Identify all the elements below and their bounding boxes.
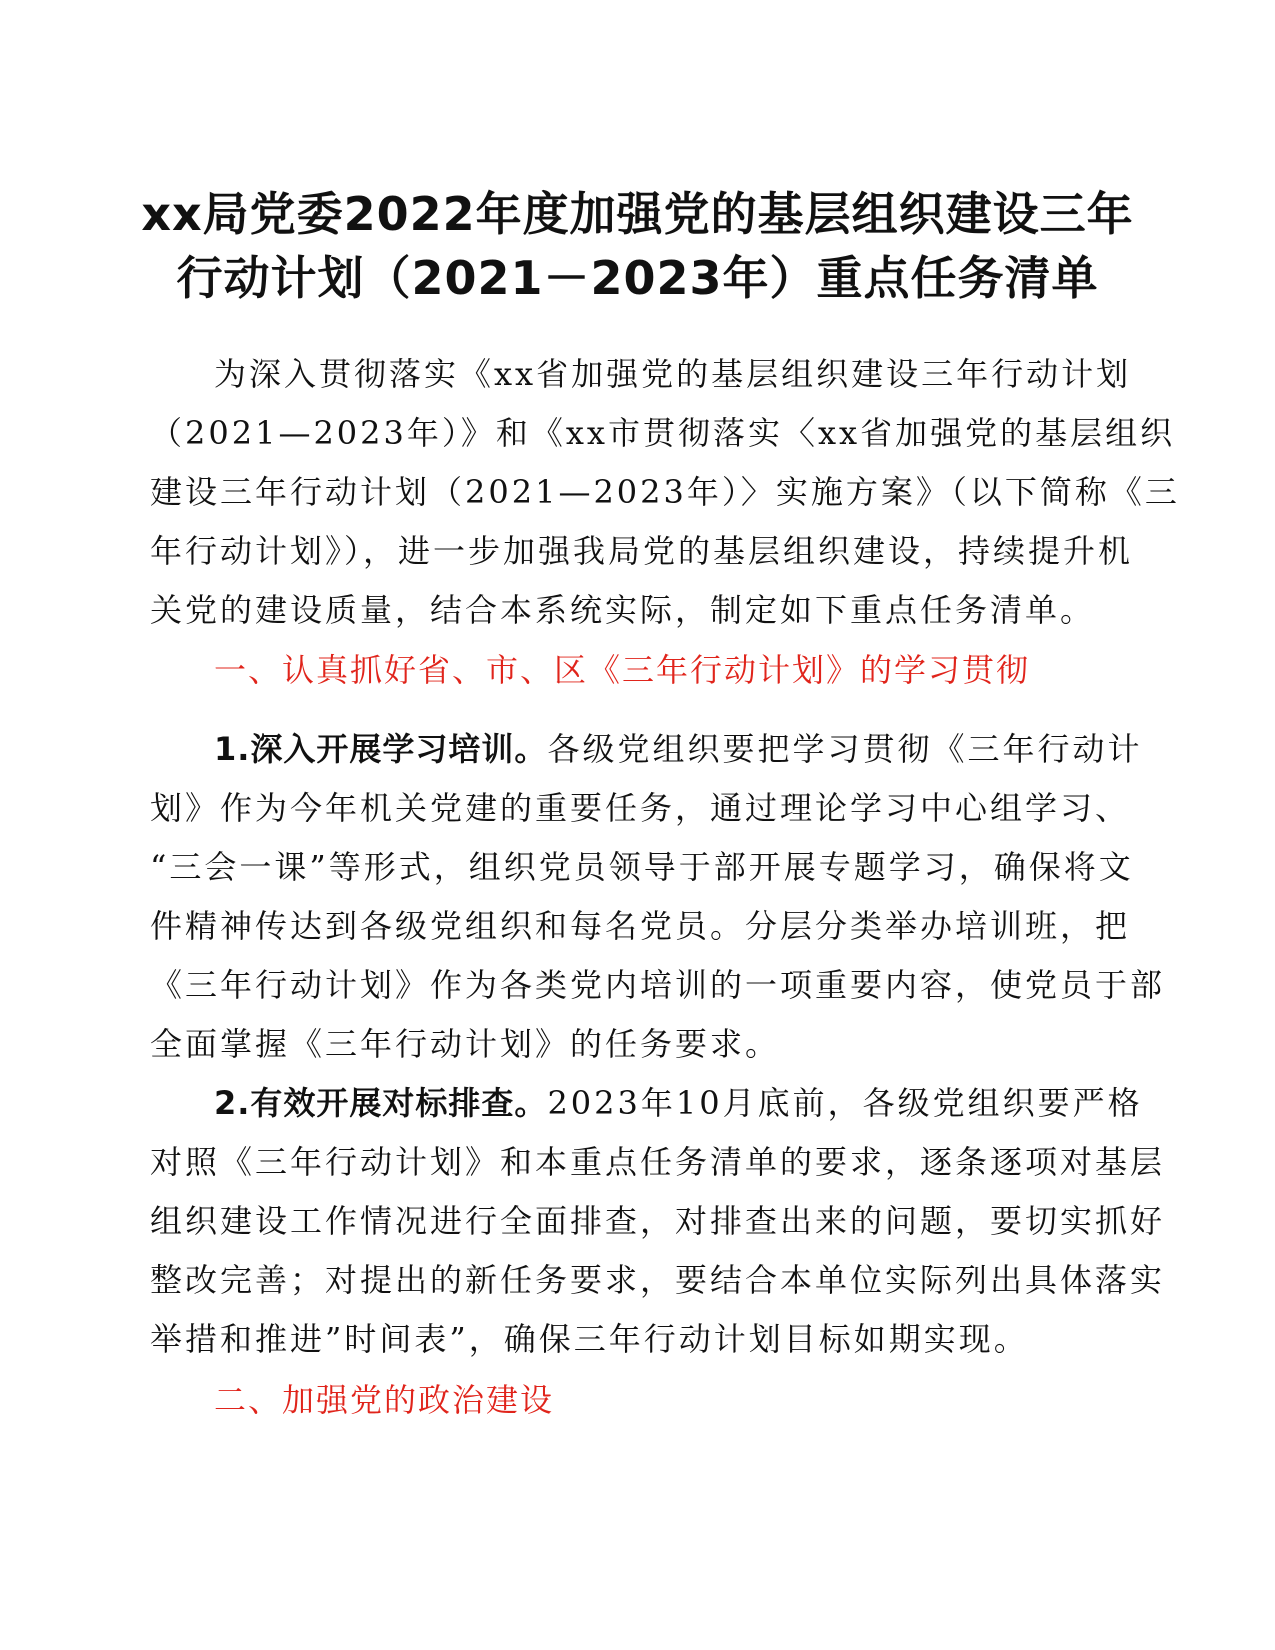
item-1-line: 全面掌握《三年行动计划》的任务要求。 <box>150 1025 781 1063</box>
intro-paragraph <box>150 345 1180 640</box>
intro-line: 建设三年行动计划（2021—2023年）〉实施方案》（以下简称《三 <box>150 473 1180 511</box>
intro-line: 为深入贯彻落实《xx省加强党的基层组织建设三年行动计划 <box>214 355 1132 393</box>
item-1-paragraph <box>150 720 1166 1074</box>
item-1-line <box>150 720 1143 779</box>
intro-line: 关党的建设质量，结合本系统实际，制定如下重点任务清单。 <box>150 591 1096 629</box>
item-1-line: 《三年行动计划》作为各类党内培训的一项重要内容，使党员于部 <box>150 966 1166 1004</box>
section-heading-1: 一、认真抓好省、市、区《三年行动计划》的学习贯彻 <box>214 651 1031 689</box>
document-title <box>110 182 1165 310</box>
item-2-line: 整改完善；对提出的新任务要求，要结合本单位实际列出具体落实 <box>150 1261 1166 1299</box>
item-2-line: 组织建设工作情况进行全面排查，对排查出来的问题，要切实抓好 <box>150 1202 1166 1240</box>
item-1-line: “三会一课”等形式，组织党员领导于部开展专题学习，确保将文 <box>150 848 1134 886</box>
item-2-line <box>150 1074 1143 1133</box>
item-2-line: 对照《三年行动计划》和本重点任务清单的要求，逐条逐项对基层 <box>150 1143 1166 1181</box>
intro-line: 年行动计划》），进一步加强我局党的基层组织建设，持续提升机 <box>150 532 1134 570</box>
item-2-line: 举措和推进”时间表”，确保三年行动计划目标如期实现。 <box>150 1320 1029 1358</box>
item-2-paragraph <box>150 1074 1166 1369</box>
section-heading-2: 二、加强党的政治建设 <box>214 1381 555 1419</box>
intro-line: （2021—2023年）》和《xx市贯彻落实〈xx省加强党的基层组织 <box>150 414 1176 452</box>
title-line-1: xx局党委2022年度加强党的基层组织建设三年 <box>141 187 1134 241</box>
item-2-line-rest: 2023年10月底前，各级党组织要严格 <box>547 1084 1143 1122</box>
item-1-line: 件精神传达到各级党组织和每名党员。分层分类举办培训班，把 <box>150 907 1131 945</box>
title-line-2: 行动计划（2021－2023年）重点任务清单 <box>176 251 1099 305</box>
item-1-line-rest: 各级党组织要把学习贯彻《三年行动计 <box>547 730 1143 768</box>
item-1-line: 划》作为今年机关党建的重要任务，通过理论学习中心组学习、 <box>150 789 1131 827</box>
item-1-lead: 1.深入开展学习培训。 <box>214 730 548 768</box>
item-2-lead: 2.有效开展对标排查。 <box>214 1084 548 1122</box>
